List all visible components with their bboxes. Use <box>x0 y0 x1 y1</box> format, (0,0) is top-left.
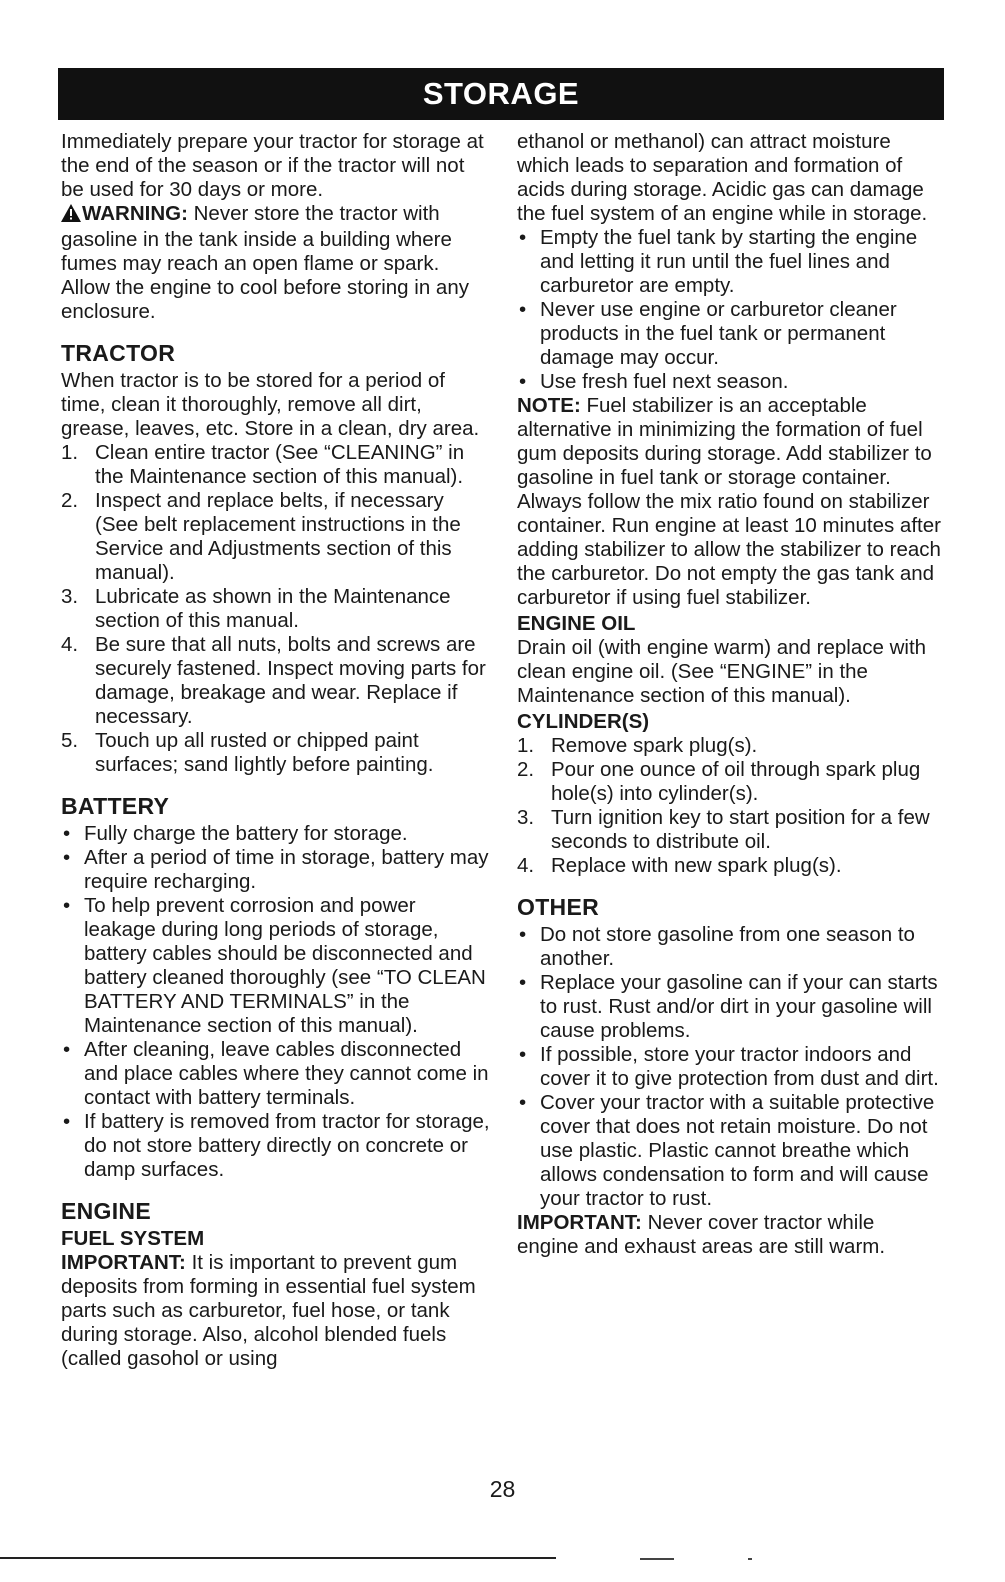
step-number: 1. <box>61 441 79 464</box>
bullet-icon: • <box>63 846 71 869</box>
list-item <box>61 894 491 1038</box>
warning-triangle-icon <box>61 204 81 228</box>
bullet-text: Fully charge the battery for storage. <box>84 822 408 845</box>
warning-paragraph <box>61 202 491 324</box>
bullet-text: Do not store gasoline from one season to another. <box>540 923 915 970</box>
step-text: Be sure that all nuts, bolts and screws are securely fastened. Inspect moving parts for damage, breakage and wear. Replace if necessary. <box>95 633 486 728</box>
bullet-text: After cleaning, leave cables disconnected and place cables where they cannot come in contact with battery terminals. <box>84 1038 489 1109</box>
bullet-text: If battery is removed from tractor for storage, do not store battery directly on concrete or damp surfaces. <box>84 1110 490 1181</box>
step-number: 4. <box>61 633 79 656</box>
important-paragraph <box>61 1251 491 1371</box>
engine-oil-heading: ENGINE OIL <box>517 612 636 635</box>
bullet-icon: • <box>519 370 527 393</box>
note-label: NOTE: <box>517 394 581 417</box>
important-label: IMPORTANT: <box>517 1211 642 1234</box>
fuel-list <box>517 226 941 394</box>
list-item <box>517 226 941 298</box>
note-paragraph <box>517 394 941 610</box>
list-item <box>517 758 941 806</box>
step-text: Pour one ounce of oil through spark plug hole(s) into cylinder(s). <box>551 758 921 805</box>
cylinder-steps-list <box>517 734 941 878</box>
other-list <box>517 923 941 1211</box>
fuel-system-heading: FUEL SYSTEM <box>61 1227 205 1250</box>
bullet-text: Cover your tractor with a suitable protective cover that does not retain moisture. Do not use plastic. Plastic cannot breathe which allows condensation to form and will cause your tractor to rust. <box>540 1091 935 1210</box>
step-text: Lubricate as shown in the Maintenance section of this manual. <box>95 585 451 632</box>
page-title-banner: STORAGE <box>58 68 944 120</box>
footer-mark <box>748 1558 752 1560</box>
list-item <box>61 846 491 894</box>
bullet-icon: • <box>519 298 527 321</box>
tractor-paragraph: When tractor is to be stored for a period of time, clean it thoroughly, remove all dirt, grease, leaves, etc. Store in a clean, dry area. <box>61 369 480 440</box>
important-text: It is important to prevent gum deposits from forming in essential fuel system parts such as carburetor, fuel hose, or tank during storage. Also, alcohol blended fuels (called gasohol or using <box>61 1251 476 1370</box>
important-label: IMPORTANT: <box>61 1251 186 1274</box>
bullet-icon: • <box>63 894 71 917</box>
bullet-icon: • <box>63 822 71 845</box>
list-item <box>517 370 941 394</box>
bullet-icon: • <box>63 1110 71 1133</box>
step-text: Inspect and replace belts, if necessary (See belt replacement instructions in the Service and Adjustments section of this manual). <box>95 489 461 584</box>
list-item <box>61 822 491 846</box>
engine-heading: ENGINE <box>61 1198 151 1224</box>
list-item <box>517 734 941 758</box>
step-number: 2. <box>61 489 79 512</box>
list-item <box>61 633 491 729</box>
warning-label: WARNING: <box>82 202 188 225</box>
list-item <box>517 806 941 854</box>
list-item <box>61 1110 491 1182</box>
tractor-steps-list <box>61 441 491 777</box>
engine-oil-paragraph: Drain oil (with engine warm) and replace with clean engine oil. (See “ENGINE” in the Maintenance section of this manual). <box>517 636 927 707</box>
footer-mark <box>640 1558 674 1560</box>
step-text: Remove spark plug(s). <box>551 734 758 757</box>
step-text: Touch up all rusted or chipped paint surfaces; sand lightly before painting. <box>95 729 434 776</box>
list-item <box>61 441 491 489</box>
bullet-text: Never use engine or carburetor cleaner products in the fuel tank or permanent damage may occur. <box>540 298 897 369</box>
bullet-text: If possible, store your tractor indoors and cover it to give protection from dust and dirt. <box>540 1043 939 1090</box>
battery-list <box>61 822 491 1182</box>
step-text: Replace with new spark plug(s). <box>551 854 842 877</box>
step-number: 4. <box>517 854 535 877</box>
list-item <box>517 298 941 370</box>
bullet-icon: • <box>519 1043 527 1066</box>
important-note-paragraph <box>517 1211 941 1259</box>
step-number: 2. <box>517 758 535 781</box>
step-number: 3. <box>61 585 79 608</box>
list-item <box>61 489 491 585</box>
bullet-text: After a period of time in storage, battery may require recharging. <box>84 846 489 893</box>
bullet-text: Replace your gasoline can if your can starts to rust. Rust and/or dirt in your gasoline will cause problems. <box>540 971 938 1042</box>
bullet-icon: • <box>63 1038 71 1061</box>
right-column <box>517 130 941 1259</box>
bullet-icon: • <box>519 226 527 249</box>
list-item <box>517 1091 941 1211</box>
step-number: 1. <box>517 734 535 757</box>
bullet-text: Use fresh fuel next season. <box>540 370 789 393</box>
footer-rule <box>0 1557 556 1559</box>
battery-heading: BATTERY <box>61 793 170 819</box>
step-text: Turn ignition key to start position for a few seconds to distribute oil. <box>551 806 930 853</box>
bullet-text: Empty the fuel tank by starting the engine and letting it run until the fuel lines and carburetor are empty. <box>540 226 918 297</box>
step-number: 3. <box>517 806 535 829</box>
left-column <box>61 130 491 1371</box>
tractor-heading: TRACTOR <box>61 340 176 366</box>
bullet-icon: • <box>519 971 527 994</box>
continued-paragraph: ethanol or methanol) can attract moisture which leads to separation and formation of acids during storage. Acidic gas can damage the fuel system of an engine while in storage. <box>517 130 928 225</box>
list-item <box>517 854 941 878</box>
other-heading: OTHER <box>517 894 599 920</box>
list-item <box>61 729 491 777</box>
list-item <box>517 971 941 1043</box>
bullet-text: To help prevent corrosion and power leakage during long periods of storage, battery cables should be disconnected and battery cleaned thoroughly (see “TO CLEAN BATTERY AND TERMINALS” in the Maintenance section of this manual). <box>84 894 486 1037</box>
cylinders-heading: CYLINDER(S) <box>517 710 650 733</box>
step-text: Clean entire tractor (See “CLEANING” in the Maintenance section of this manual). <box>95 441 465 488</box>
list-item <box>61 1038 491 1110</box>
page-number: 28 <box>489 1476 516 1502</box>
step-number: 5. <box>61 729 79 752</box>
note-text: Fuel stabilizer is an acceptable alternative in minimizing the formation of fuel gum deposits during storage. Add stabilizer to gasoline in fuel tank or storage container. Always follow the mix ratio found on stabilizer container. Run engine at least 10 minutes after adding stabilizer to allow the stabilizer to reach the carburetor. Do not empty the gas tank and carburetor if using fuel stabilizer. <box>517 394 941 609</box>
bullet-icon: • <box>519 923 527 946</box>
list-item <box>517 923 941 971</box>
warning-text: Never store the tractor with gasoline in the tank inside a building where fumes may reach an open flame or spark. Allow the engine to cool before storing in any enclosure. <box>61 202 469 323</box>
intro-paragraph: Immediately prepare your tractor for storage at the end of the season or if the tractor will not be used for 30 days or more. <box>61 130 484 201</box>
important-text: Never cover tractor while engine and exhaust areas are still warm. <box>517 1211 886 1258</box>
list-item <box>517 1043 941 1091</box>
bullet-icon: • <box>519 1091 527 1114</box>
list-item <box>61 585 491 633</box>
